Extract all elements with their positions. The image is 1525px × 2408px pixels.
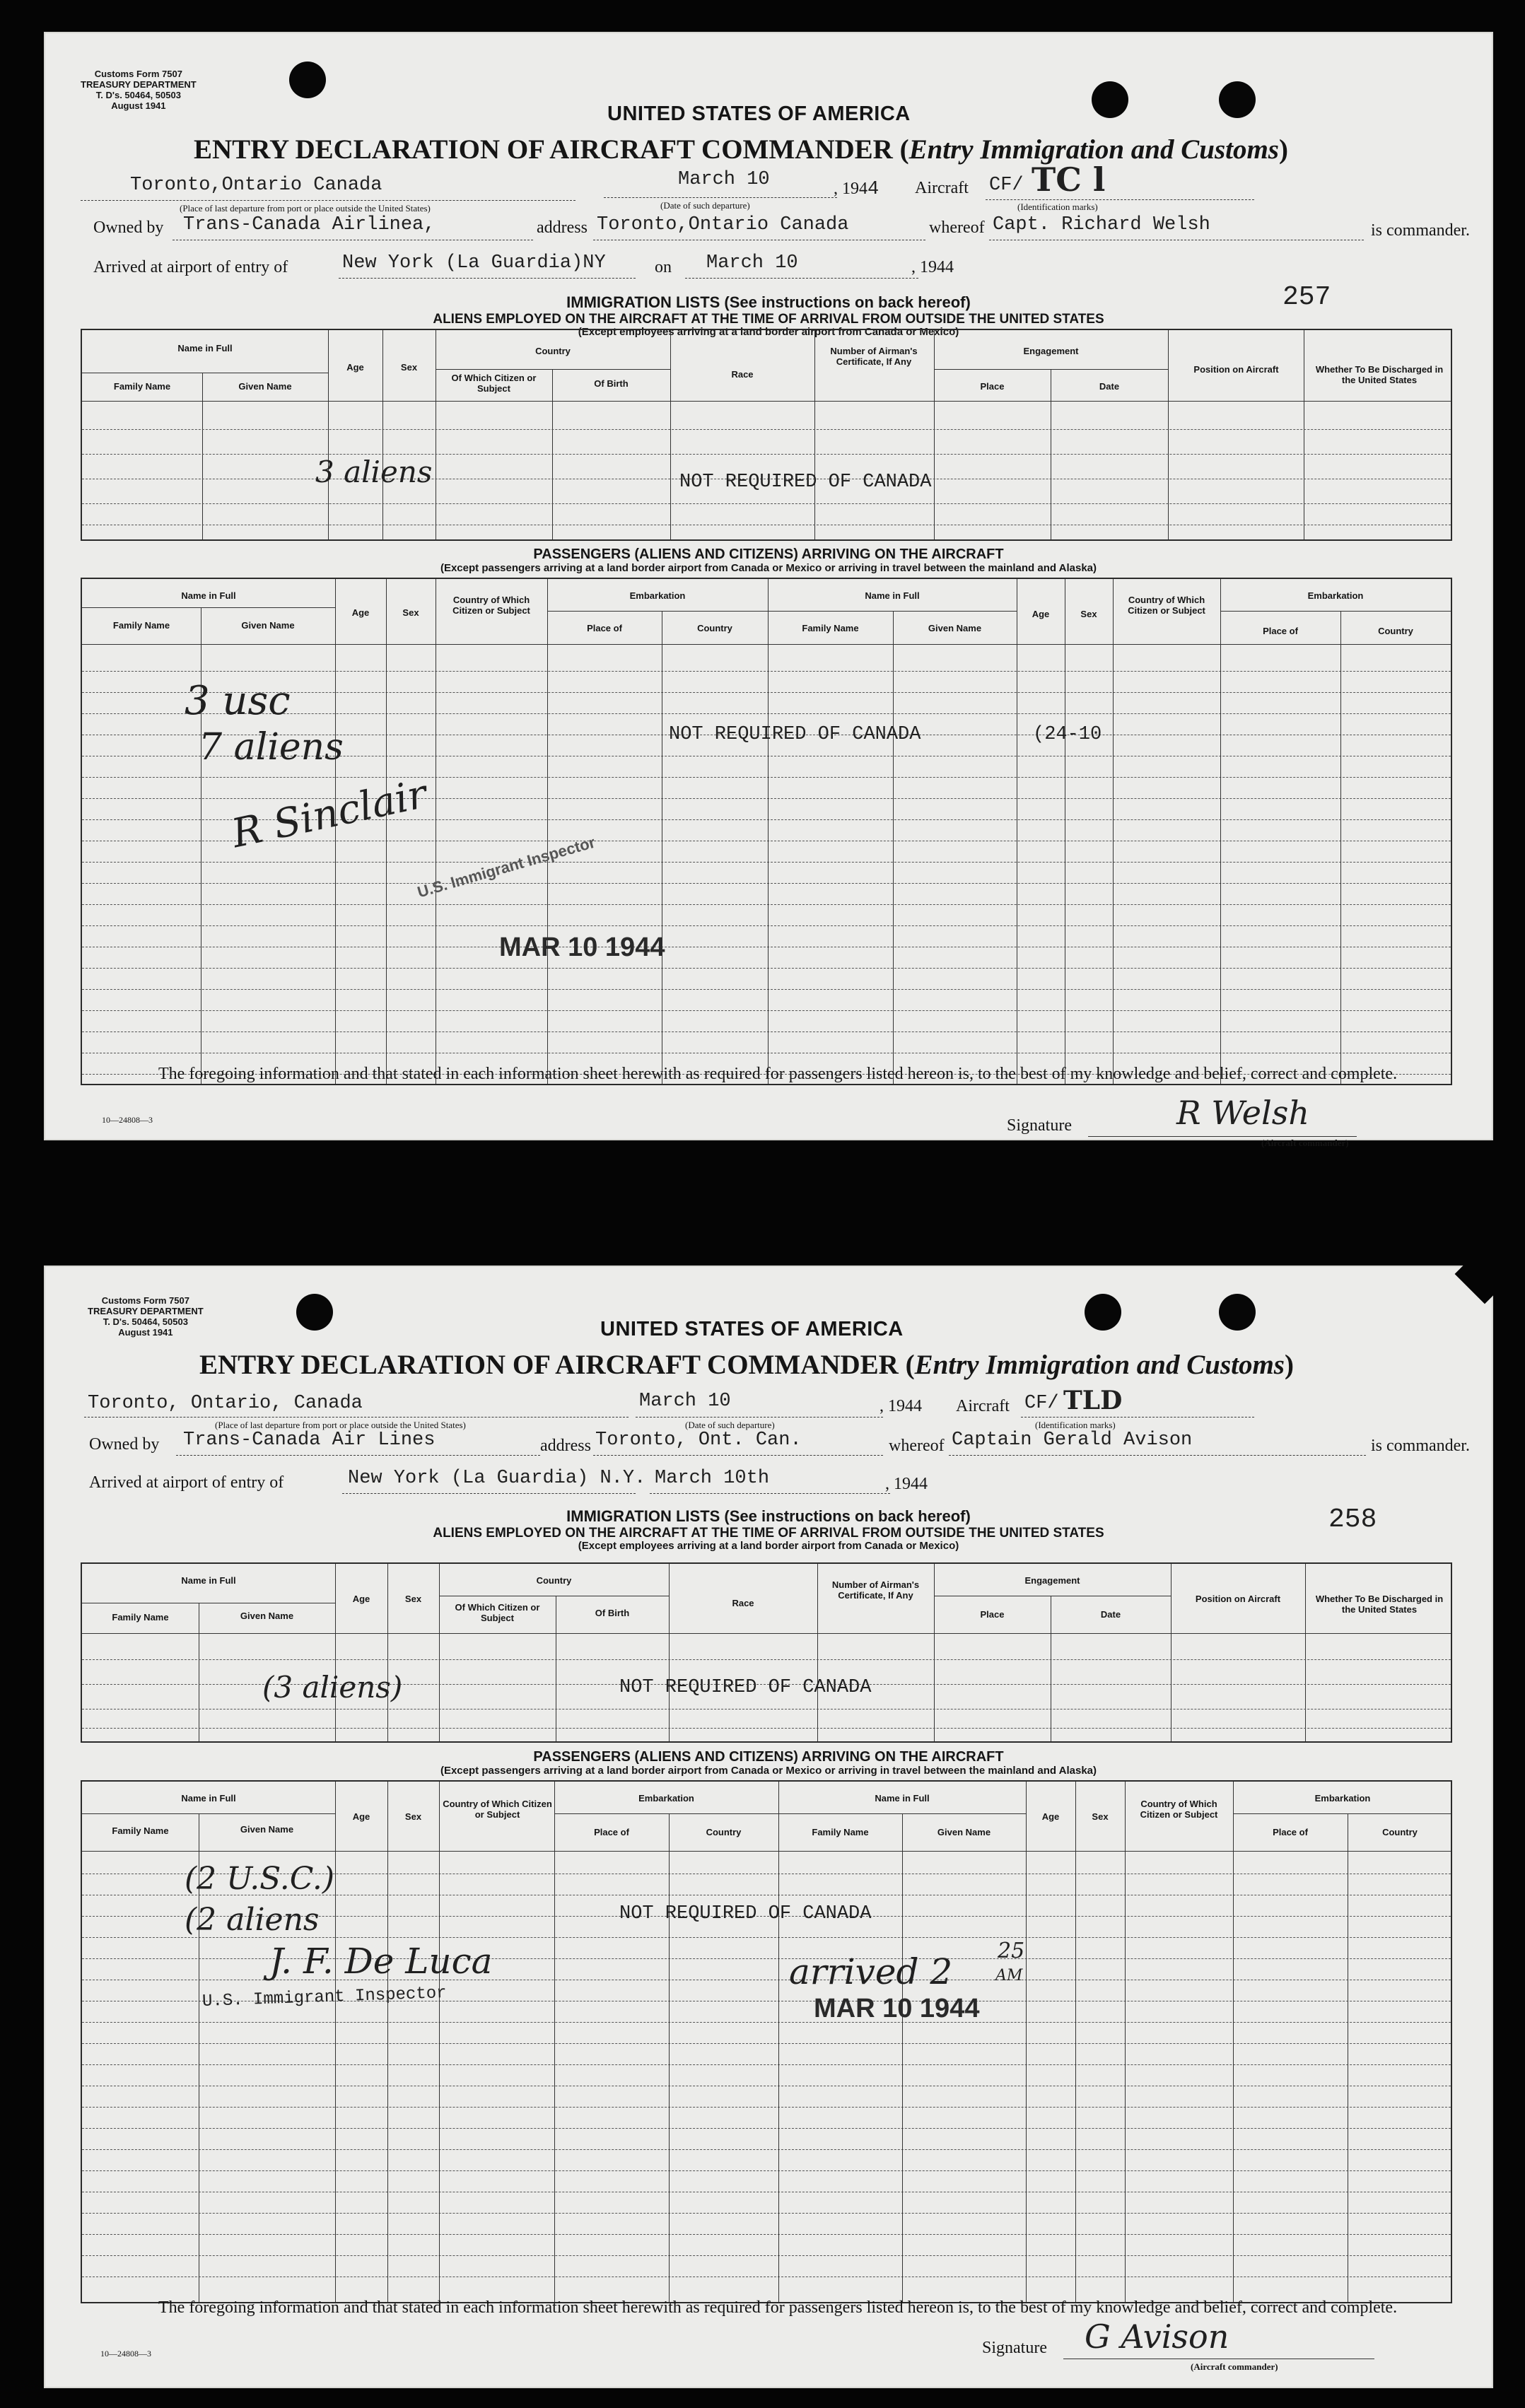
punch-hole xyxy=(1219,1294,1256,1331)
col-birth: Of Birth xyxy=(594,378,629,389)
form-number-line: T. D's. 50464, 50503 xyxy=(103,1316,188,1327)
country-heading: UNITED STATES OF AMERICA xyxy=(600,1318,904,1340)
signature-label: Signature xyxy=(982,2339,1047,2357)
col-embarkation: Embarkation xyxy=(629,590,686,601)
col-embarkation: Embarkation xyxy=(638,1793,694,1804)
divider xyxy=(82,607,335,608)
col-airman-cert: Number of Airman's Certificate, If Any xyxy=(831,1579,920,1601)
ident-caption: (Identification marks) xyxy=(1035,1420,1116,1430)
signature-caption: (Aircraft commander) xyxy=(1191,2361,1278,2372)
inspector-stamp: U.S. Immigrant Inspector xyxy=(201,1983,448,2012)
crew-handwritten-note: (3 aliens) xyxy=(262,1670,403,1705)
divider xyxy=(439,1782,440,2302)
col-place-of: Place of xyxy=(594,1827,629,1837)
col-discharged: Whether To Be Discharged in the United States xyxy=(1315,364,1444,385)
col-name-in-full: Name in Full xyxy=(177,343,233,353)
col-family-name: Family Name xyxy=(113,381,171,392)
passenger-handwritten-count: (2 U.S.C.) xyxy=(185,1861,334,1897)
divider xyxy=(387,1782,388,2302)
row-line xyxy=(82,454,1451,455)
col-race: Race xyxy=(731,369,754,380)
col-embarkation-2: Embarkation xyxy=(1314,1793,1371,1804)
col-engagement-date: Date xyxy=(1099,381,1120,392)
attestation-text: The foregoing information and that stated in each information sheet herewith as required for passengers listed hereon is, to the best of my knowledge and belief, correct and complete. xyxy=(158,2298,1398,2317)
col-place-of: Place of xyxy=(587,623,622,633)
arrival-time-minutes: 25 xyxy=(998,1939,1025,1963)
passenger-table xyxy=(81,578,1452,1085)
col-citizen-2: Country of Which Citizen or Subject xyxy=(1128,595,1205,616)
col-citizen: Of Which Citizen or Subject xyxy=(455,1602,540,1623)
col-race: Race xyxy=(732,1598,754,1608)
place-of-departure: Toronto,Ontario Canada xyxy=(130,175,382,196)
date-of-departure: March 10 xyxy=(678,169,770,190)
underline xyxy=(685,278,918,279)
row-line xyxy=(82,1010,1451,1011)
col-sex: Sex xyxy=(404,1594,422,1604)
divider xyxy=(386,579,387,1084)
inspector-stamp: U.S. Immigrant Inspector xyxy=(415,833,597,901)
col-engagement-place: Place xyxy=(980,1609,1005,1620)
title-italic: Entry Immigration and Customs xyxy=(914,1350,1285,1380)
arrived-label: Arrived at airport of entry of xyxy=(93,258,288,276)
col-country-2: Country xyxy=(1378,626,1413,636)
arrival-date: March 10th xyxy=(655,1468,770,1489)
punch-hole xyxy=(289,62,326,98)
divider xyxy=(1075,1782,1076,2302)
signature-label: Signature xyxy=(1007,1116,1072,1135)
row-line xyxy=(82,2128,1451,2129)
underline xyxy=(636,1417,883,1418)
row-line xyxy=(82,2043,1451,2044)
form-sheet-2 xyxy=(44,1266,1493,2388)
col-given-name: Given Name xyxy=(241,620,295,631)
divider xyxy=(768,579,769,1084)
commander-signature: G Avison xyxy=(1085,2318,1229,2356)
col-name-in-full-2: Name in Full xyxy=(875,1793,930,1804)
divider xyxy=(547,579,548,1084)
underline xyxy=(342,1493,636,1494)
col-family-name: Family Name xyxy=(112,1825,169,1836)
year-label: , 1944 xyxy=(880,1397,922,1415)
col-age-2: Age xyxy=(1032,609,1050,619)
commander-name: Captain Gerald Avison xyxy=(952,1430,1193,1451)
punch-hole xyxy=(1092,81,1128,118)
col-sex: Sex xyxy=(404,1811,422,1822)
col-discharged: Whether To Be Discharged in the United States xyxy=(1315,1594,1444,1615)
divider xyxy=(934,369,1168,370)
divider xyxy=(82,644,1451,645)
col-age: Age xyxy=(346,362,364,373)
divider xyxy=(335,1564,336,1741)
form-number-line: August 1941 xyxy=(111,100,166,111)
col-country-2: Country xyxy=(1382,1827,1418,1837)
col-citizen: Country of Which Citizen or Subject xyxy=(452,595,530,616)
row-line xyxy=(82,2213,1451,2214)
passenger-handwritten-aliens: (2 aliens xyxy=(185,1902,320,1938)
owned-by-label: Owned by xyxy=(93,218,164,237)
divider xyxy=(1305,1564,1306,1741)
passenger-typed-note-2: (24-10 xyxy=(1033,724,1102,745)
divider xyxy=(547,611,768,612)
divider xyxy=(669,1813,670,2302)
title-main: ENTRY DECLARATION OF AIRCRAFT COMMANDER ( xyxy=(194,134,909,165)
col-age-2: Age xyxy=(1041,1811,1060,1822)
col-country: Country xyxy=(697,623,732,633)
col-position: Position on Aircraft xyxy=(1193,364,1279,375)
col-engagement-date: Date xyxy=(1100,1609,1121,1620)
ident-caption: (Identification marks) xyxy=(1017,201,1098,212)
underline xyxy=(176,1455,540,1456)
year-label xyxy=(834,179,879,200)
date-stamp: MAR 10 1944 xyxy=(499,933,665,962)
address-label: address xyxy=(537,218,588,237)
list-number: 258 xyxy=(1328,1504,1377,1535)
col-age: Age xyxy=(352,1811,370,1822)
col-citizen: Country of Which Citizen or Subject xyxy=(443,1799,552,1820)
divider xyxy=(670,330,671,539)
form-code: 10—24808—3 xyxy=(102,1115,153,1125)
year-digit: 4 xyxy=(867,179,880,200)
underline xyxy=(593,1455,883,1456)
divider xyxy=(82,1633,1451,1634)
col-airman-cert: Number of Airman's Certificate, If Any xyxy=(830,346,918,367)
punch-hole xyxy=(1219,81,1256,118)
col-birth: Of Birth xyxy=(595,1608,630,1618)
row-line xyxy=(82,989,1451,990)
title-italic: Entry Immigration and Customs xyxy=(908,134,1279,165)
col-citizen-2: Country of Which Citizen or Subject xyxy=(1140,1799,1218,1820)
row-line xyxy=(82,671,1451,672)
col-embarkation-2: Embarkation xyxy=(1307,590,1364,601)
owner-address: Toronto,Ontario Canada xyxy=(597,214,849,235)
divider xyxy=(335,1782,336,2302)
form-title xyxy=(199,1349,1294,1381)
underline xyxy=(81,200,575,201)
col-family-name-2: Family Name xyxy=(812,1827,869,1837)
passengers-heading: PASSENGERS (ALIENS AND CITIZENS) ARRIVING ON THE AIRCRAFT xyxy=(533,1749,1004,1765)
year-prefix: , 194 xyxy=(834,180,867,198)
inspector-signature: J. F. De Luca xyxy=(269,1941,493,1982)
on-label: on xyxy=(655,258,672,276)
divider xyxy=(934,1564,935,1741)
divider xyxy=(1220,579,1221,1084)
col-given-name-2: Given Name xyxy=(928,623,982,633)
divider xyxy=(814,330,815,539)
crew-typed-note: NOT REQUIRED OF CANADA xyxy=(619,1677,872,1698)
col-engagement: Engagement xyxy=(1024,1575,1080,1586)
passengers-heading: PASSENGERS (ALIENS AND CITIZENS) ARRIVING ON THE AIRCRAFT xyxy=(533,547,1004,562)
punch-hole xyxy=(296,1294,333,1331)
passenger-handwritten-aliens: 7 aliens xyxy=(199,726,344,768)
row-line xyxy=(82,503,1451,504)
row-line xyxy=(82,925,1451,926)
place-caption: (Place of last departure from port or place outside the United States) xyxy=(215,1420,466,1430)
aircraft-marks: CF/ xyxy=(1024,1393,1059,1414)
row-line xyxy=(82,1659,1451,1660)
commander-suffix: is commander. xyxy=(1371,1437,1470,1455)
aircraft-label: Aircraft xyxy=(956,1397,1010,1415)
arrival-year: , 1944 xyxy=(885,1475,928,1493)
commander-suffix: is commander. xyxy=(1371,221,1470,240)
aliens-subheading: (Except employees arriving at a land border airport from Canada or Mexico) xyxy=(578,1540,959,1552)
divider xyxy=(1233,1813,1451,1814)
divider xyxy=(1125,1782,1126,2302)
crew-table xyxy=(81,329,1452,541)
form-number-line: August 1941 xyxy=(118,1327,173,1338)
whereof-label: whereof xyxy=(929,218,985,237)
passengers-subheading: (Except passengers arriving at a land border airport from Canada or Mexico or arriving in travel between the mainland and Alaska) xyxy=(440,1765,1097,1777)
owner-name: Trans-Canada Air Lines xyxy=(183,1430,436,1451)
row-line xyxy=(82,2022,1451,2023)
row-line xyxy=(82,883,1451,884)
divider xyxy=(1233,1782,1234,2302)
col-country: Country xyxy=(706,1827,742,1837)
row-line xyxy=(82,862,1451,863)
col-age: Age xyxy=(352,1594,370,1604)
place-caption: (Place of last departure from port or place outside the United States) xyxy=(180,203,431,214)
aircraft-marks-handwritten: TC l xyxy=(1032,160,1106,199)
col-family-name: Family Name xyxy=(112,1612,169,1623)
col-given-name: Given Name xyxy=(240,1611,294,1621)
arrived-label: Arrived at airport of entry of xyxy=(89,1473,284,1492)
row-line xyxy=(82,777,1451,778)
divider xyxy=(436,369,670,370)
col-given-name: Given Name xyxy=(240,1824,294,1835)
row-line xyxy=(82,904,1451,905)
divider xyxy=(439,1564,440,1741)
torn-corner xyxy=(1455,1244,1515,1304)
divider xyxy=(893,611,894,1084)
form-number-block xyxy=(81,69,197,111)
row-line xyxy=(82,2170,1451,2171)
form-number-line: Customs Form 7507 xyxy=(101,1295,189,1306)
divider xyxy=(1168,330,1169,539)
form-number-line: T. D's. 50464, 50503 xyxy=(95,90,181,100)
divider xyxy=(387,1564,388,1741)
title-main: ENTRY DECLARATION OF AIRCRAFT COMMANDER ( xyxy=(199,1350,915,1380)
country-heading: UNITED STATES OF AMERICA xyxy=(607,103,911,125)
col-sex-2: Sex xyxy=(1092,1811,1109,1822)
col-sex-2: Sex xyxy=(1080,609,1097,619)
col-name-in-full: Name in Full xyxy=(181,590,236,601)
aircraft-label: Aircraft xyxy=(915,179,969,197)
owner-address: Toronto, Ont. Can. xyxy=(595,1430,802,1451)
date-caption: (Date of such departure) xyxy=(685,1420,775,1430)
row-line xyxy=(82,429,1451,430)
aircraft-marks-handwritten: TLD xyxy=(1063,1386,1123,1415)
immigration-heading: IMMIGRATION LISTS (See instructions on back hereof) xyxy=(566,1507,971,1525)
col-family-name-2: Family Name xyxy=(802,623,859,633)
row-line xyxy=(82,2234,1451,2235)
signature-line xyxy=(1088,1136,1357,1137)
divider xyxy=(778,1813,1026,1814)
underline xyxy=(339,278,636,279)
aliens-heading: ALIENS EMPLOYED ON THE AIRCRAFT AT THE TIME OF ARRIVAL FROM OUTSIDE THE UNITED STATES xyxy=(433,1526,1104,1541)
row-line xyxy=(82,1728,1451,1729)
crew-typed-note: NOT REQUIRED OF CANADA xyxy=(679,472,932,493)
row-line xyxy=(82,1031,1451,1032)
aliens-subheading: (Except employees arriving at a land border airport from Canada or Mexico) xyxy=(578,326,959,338)
form-number-line: Customs Form 7507 xyxy=(94,69,182,79)
col-name-in-full: Name in Full xyxy=(181,1793,236,1804)
col-place-of-2: Place of xyxy=(1263,626,1298,636)
passengers-subheading: (Except passengers arriving at a land border airport from Canada or Mexico or arriving in travel between the mainland and Alaska) xyxy=(440,562,1097,574)
divider xyxy=(554,1782,555,2302)
divider xyxy=(768,611,1017,612)
col-country: Country xyxy=(535,346,571,356)
immigration-heading: IMMIGRATION LISTS (See instructions on back hereof) xyxy=(566,293,971,311)
divider xyxy=(817,1564,818,1741)
form-sheet-1 xyxy=(44,32,1493,1148)
commander-name: Capt. Richard Welsh xyxy=(993,214,1210,235)
passenger-table xyxy=(81,1780,1452,2303)
divider xyxy=(1220,611,1451,612)
airport-of-entry: New York (La Guardia)NY xyxy=(342,252,606,274)
underline xyxy=(604,197,837,198)
date-stamp: MAR 10 1944 xyxy=(814,1994,980,2023)
whereof-label: whereof xyxy=(889,1437,945,1455)
form-number-line: TREASURY DEPARTMENT xyxy=(88,1306,204,1316)
col-name-in-full: Name in Full xyxy=(181,1575,236,1586)
passenger-typed-note: NOT REQUIRED OF CANADA xyxy=(669,724,921,745)
col-citizen: Of Which Citizen or Subject xyxy=(451,373,537,394)
col-age: Age xyxy=(351,607,370,618)
signature-caption: (Aircraft commander) xyxy=(1261,1138,1349,1148)
col-engagement-place: Place xyxy=(980,381,1005,392)
underline xyxy=(1021,1417,1254,1418)
address-label: address xyxy=(540,1437,591,1455)
col-engagement: Engagement xyxy=(1023,346,1079,356)
aliens-heading: ALIENS EMPLOYED ON THE AIRCRAFT AT THE TIME OF ARRIVAL FROM OUTSIDE THE UNITED STATES xyxy=(433,312,1104,327)
place-of-departure: Toronto, Ontario, Canada xyxy=(88,1393,363,1414)
title-end: ) xyxy=(1278,134,1288,165)
divider xyxy=(82,1851,1451,1852)
arrival-time-note: arrived 2 xyxy=(789,1951,953,1992)
row-line xyxy=(82,2064,1451,2065)
arrival-year: , 1944 xyxy=(911,258,954,276)
divider xyxy=(934,330,935,539)
col-position: Position on Aircraft xyxy=(1195,1594,1281,1604)
attestation-text: The foregoing information and that stated in each information sheet herewith as required for passengers listed hereon is, to the best of my knowledge and belief, correct and complete. xyxy=(158,1065,1398,1083)
divider xyxy=(902,1813,903,2302)
divider xyxy=(202,373,203,539)
list-number: 257 xyxy=(1282,282,1331,312)
divider xyxy=(1113,579,1114,1084)
row-line xyxy=(82,2107,1451,2108)
arrival-date: March 10 xyxy=(706,252,798,274)
form-title xyxy=(194,134,1288,165)
divider xyxy=(554,1813,778,1814)
col-sex: Sex xyxy=(402,607,419,618)
col-name-in-full-2: Name in Full xyxy=(865,590,920,601)
underline xyxy=(949,1455,1366,1456)
divider xyxy=(669,1564,670,1741)
divider xyxy=(778,1782,779,2302)
divider xyxy=(1026,1782,1027,2302)
col-given-name: Given Name xyxy=(238,381,292,392)
col-sex: Sex xyxy=(400,362,418,373)
underline xyxy=(84,1417,629,1418)
underline xyxy=(986,199,1254,200)
underline xyxy=(650,1493,890,1494)
divider xyxy=(1340,611,1341,1084)
date-caption: (Date of such departure) xyxy=(660,200,750,211)
row-line xyxy=(82,2149,1451,2150)
col-given-name-2: Given Name xyxy=(937,1827,991,1837)
row-line xyxy=(82,968,1451,969)
arrival-time-am: AM xyxy=(995,1967,1023,1985)
divider xyxy=(82,401,1451,402)
punch-hole xyxy=(1085,1294,1121,1331)
title-end: ) xyxy=(1284,1350,1294,1380)
owner-name: Trans-Canada Airlinea, xyxy=(183,214,436,235)
form-number-line: TREASURY DEPARTMENT xyxy=(81,79,197,90)
col-country: Country xyxy=(536,1575,572,1586)
aircraft-marks: CF/ xyxy=(989,175,1024,196)
inspector-signature: R Sinclair xyxy=(228,771,431,858)
date-of-departure: March 10 xyxy=(639,1391,731,1412)
crew-handwritten-note: 3 aliens xyxy=(315,455,433,489)
passenger-handwritten-count: 3 usc xyxy=(185,678,291,724)
form-number-block xyxy=(88,1295,204,1338)
owned-by-label: Owned by xyxy=(89,1435,160,1454)
airport-of-entry: New York (La Guardia) N.Y. xyxy=(348,1468,646,1489)
crew-table xyxy=(81,1562,1452,1743)
row-line xyxy=(82,2255,1451,2256)
col-place-of-2: Place of xyxy=(1273,1827,1308,1837)
commander-signature: R Welsh xyxy=(1176,1094,1309,1132)
col-family-name: Family Name xyxy=(112,620,170,631)
passenger-typed-note: NOT REQUIRED OF CANADA xyxy=(619,1903,872,1924)
divider xyxy=(82,1813,335,1814)
form-code: 10—24808—3 xyxy=(100,2349,151,2359)
